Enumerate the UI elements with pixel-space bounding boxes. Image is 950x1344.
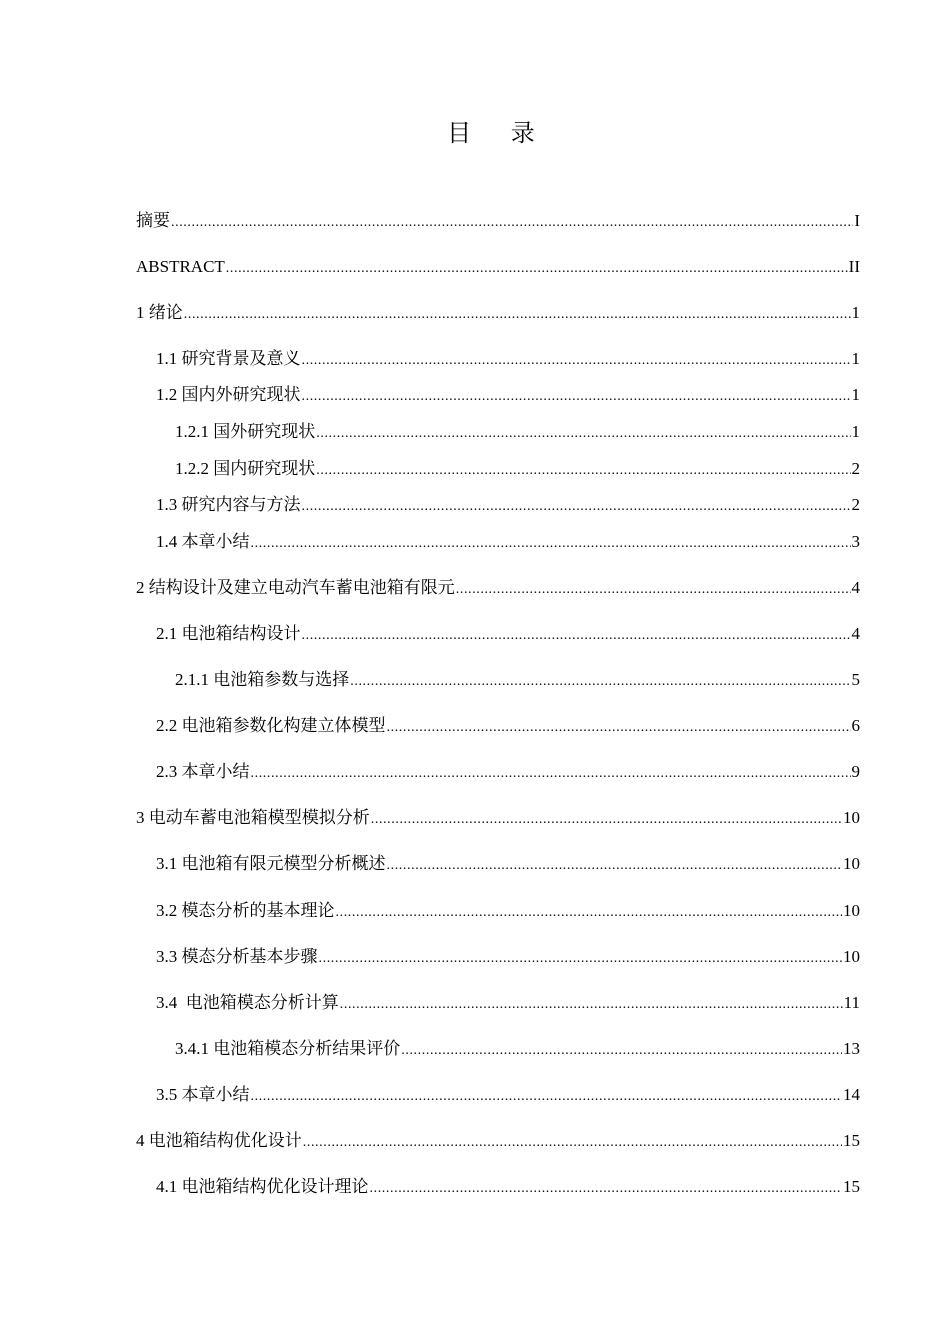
toc-entry-label: 3.2 模态分析的基本理论 — [156, 901, 335, 920]
toc-entry[interactable] — [156, 530, 860, 554]
toc-entry-label: 1 绪论 — [136, 303, 183, 322]
toc-entry[interactable] — [175, 668, 860, 692]
toc-entry[interactable] — [156, 347, 860, 371]
page-title: 目 录 — [447, 119, 551, 147]
dot-leader — [316, 459, 850, 483]
toc-entry[interactable] — [156, 383, 860, 407]
dot-leader — [370, 1177, 843, 1201]
toc-entry[interactable] — [136, 301, 860, 325]
toc-entry[interactable] — [175, 420, 860, 444]
toc-page-number: 5 — [851, 670, 860, 689]
toc-page-number: 2 — [851, 459, 860, 478]
dot-leader — [302, 495, 851, 519]
toc-page-number: 11 — [843, 993, 860, 1012]
dot-leader — [226, 257, 848, 281]
toc-entry-label: 3 电动车蓄电池箱模型模拟分析 — [136, 808, 370, 827]
toc-entry-label: 1.1 研究背景及意义 — [156, 349, 301, 368]
toc-entry-label: 3.1 电池箱有限元模型分析概述 — [156, 854, 386, 873]
toc-entry[interactable] — [136, 255, 860, 279]
dot-leader — [371, 808, 842, 832]
toc-entry[interactable] — [136, 209, 860, 233]
dot-leader — [302, 624, 851, 648]
dot-leader — [350, 670, 850, 694]
toc-page-number: 15 — [843, 1131, 860, 1150]
toc-entry-label: 2 结构设计及建立电动汽车蓄电池箱有限元 — [136, 578, 455, 597]
toc-entry-label: 3.3 模态分析基本步骤 — [156, 947, 318, 966]
toc-page-number: 10 — [843, 854, 860, 873]
dot-leader — [340, 993, 843, 1017]
toc-entry[interactable] — [156, 852, 860, 876]
toc-entry[interactable] — [156, 899, 860, 923]
toc-entry-label: 2.1.1 电池箱参数与选择 — [175, 670, 350, 689]
toc-entry[interactable] — [156, 945, 860, 969]
toc-page-number: II — [848, 257, 860, 276]
toc-page-number: 15 — [843, 1177, 860, 1196]
toc-page-number: 1 — [851, 385, 860, 404]
toc-entry[interactable] — [175, 1037, 860, 1061]
toc-entry-label: 3.4.1 电池箱模态分析结果评价 — [175, 1039, 401, 1058]
toc-page-number: 4 — [851, 578, 860, 597]
toc-entry-label: 2.3 本章小结 — [156, 762, 250, 781]
toc-page-number: 6 — [851, 716, 860, 735]
toc-page-number: 1 — [851, 349, 860, 368]
toc-entry-label: ABSTRACT — [136, 257, 225, 276]
toc-entry-label: 3.5 本章小结 — [156, 1085, 250, 1104]
toc-page-number: 10 — [843, 808, 860, 827]
dot-leader — [401, 1039, 842, 1063]
dot-leader — [456, 578, 851, 602]
toc-page-number: 2 — [851, 495, 860, 514]
toc-page-number: 10 — [843, 901, 860, 920]
toc-page-number: 9 — [851, 762, 860, 781]
toc-entry[interactable] — [175, 457, 860, 481]
toc-page-number: 1 — [851, 422, 860, 441]
toc-entry[interactable] — [156, 1175, 860, 1199]
toc-entry-label: 4 电池箱结构优化设计 — [136, 1131, 302, 1150]
toc-page-number: 14 — [843, 1085, 860, 1104]
toc-page-number: 10 — [843, 947, 860, 966]
toc-entry[interactable] — [156, 622, 860, 646]
dot-leader — [302, 385, 851, 409]
toc-entry-label: 1.2.2 国内研究现状 — [175, 459, 316, 478]
toc-entry-label: 1.4 本章小结 — [156, 532, 250, 551]
toc-page-number: 4 — [851, 624, 860, 643]
toc-entry[interactable] — [156, 760, 860, 784]
toc-page-number: 13 — [843, 1039, 860, 1058]
toc-entry[interactable] — [136, 576, 860, 600]
dot-leader — [251, 532, 851, 556]
toc-entry[interactable] — [136, 806, 860, 830]
toc-entry-label: 1.2 国内外研究现状 — [156, 385, 301, 404]
dot-leader — [336, 901, 843, 925]
dot-leader — [171, 211, 853, 235]
toc-page-number: 3 — [851, 532, 860, 551]
toc-entry-label: 2.2 电池箱参数化构建立体模型 — [156, 716, 386, 735]
dot-leader — [184, 303, 851, 327]
toc-page-number: 1 — [851, 303, 860, 322]
toc-entry[interactable] — [156, 493, 860, 517]
toc-entry[interactable] — [136, 1129, 860, 1153]
dot-leader — [303, 1131, 842, 1155]
toc-entry[interactable] — [156, 714, 860, 738]
toc-entry-label: 摘要 — [136, 211, 170, 230]
dot-leader — [251, 1085, 843, 1109]
dot-leader — [302, 349, 851, 373]
toc-entry-label: 3.4 电池箱模态分析计算 — [156, 993, 339, 1012]
toc-entry-label: 2.1 电池箱结构设计 — [156, 624, 301, 643]
dot-leader — [316, 422, 850, 446]
toc-entry[interactable] — [156, 1083, 860, 1107]
dot-leader — [319, 947, 843, 971]
toc-entry-label: 4.1 电池箱结构优化设计理论 — [156, 1177, 369, 1196]
toc-page-number: I — [854, 211, 860, 230]
dot-leader — [387, 854, 843, 878]
toc-entry-label: 1.2.1 国外研究现状 — [175, 422, 316, 441]
toc-entry-label: 1.3 研究内容与方法 — [156, 495, 301, 514]
dot-leader — [387, 716, 851, 740]
toc-entry[interactable] — [156, 991, 860, 1015]
dot-leader — [251, 762, 851, 786]
